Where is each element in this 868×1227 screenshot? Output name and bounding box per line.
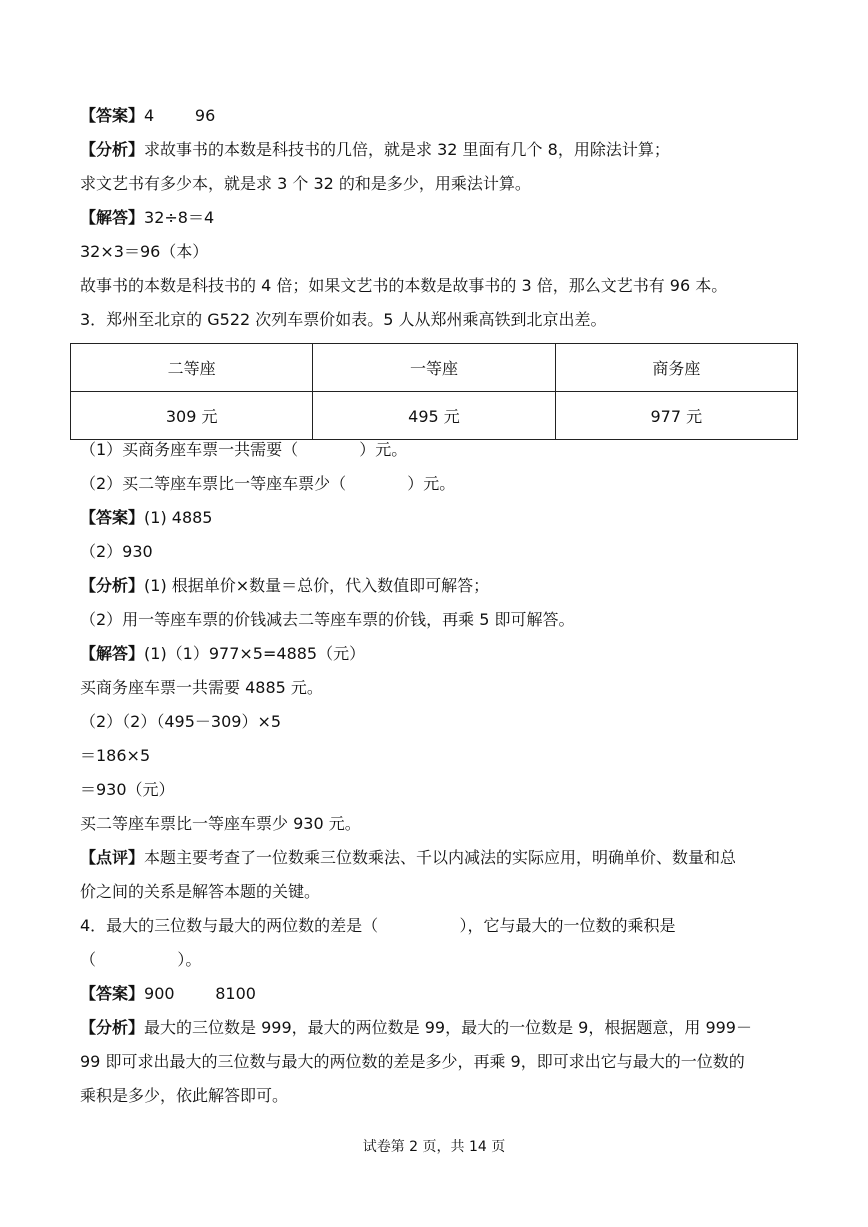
header-cell: 商务座 xyxy=(555,344,797,392)
text-line: （2）930 xyxy=(80,542,153,561)
text-line: ＝930（元） xyxy=(80,780,175,799)
text-line: 99 即可求出最大的三位数与最大的两位数的差是多少，再乘 9，即可求出它与最大的一位数的 xyxy=(80,1052,745,1071)
price-cell: 309 元 xyxy=(71,392,313,440)
text-line: ＝186×5 xyxy=(80,746,151,765)
text-line: （2）买二等座车票比一等座车票少（ ）元。 xyxy=(80,474,456,493)
analysis-line: 【分析】(1) 根据单价×数量＝总价，代入数值即可解答； xyxy=(80,576,490,595)
text-line: （2）（2）（495－309）×5 xyxy=(80,712,282,731)
solution-line: 【解答】(1)（1）977×5=4885（元） xyxy=(80,644,366,663)
text-line: （2）用一等座车票的价钱减去二等座车票的价钱，再乘 5 即可解答。 xyxy=(80,610,575,629)
text-line: 32×3＝96（本） xyxy=(80,242,209,261)
table-row xyxy=(71,392,798,440)
price-cell: 495 元 xyxy=(313,392,555,440)
question-3: 3．郑州至北京的 G522 次列车票价如表。5 人从郑州乘高铁到北京出差。 xyxy=(80,310,607,329)
ticket-price-table xyxy=(70,343,798,440)
text-line: 价之间的关系是解答本题的关键。 xyxy=(80,882,321,901)
answer-line: 【答案】900 8100 xyxy=(80,984,256,1003)
analysis-line: 【分析】最大的三位数是 999，最大的两位数是 99，最大的一位数是 9，根据题意，用 999－ xyxy=(80,1018,752,1037)
text-line: （1）买商务座车票一共需要（ ）元。 xyxy=(80,440,408,459)
header-cell: 一等座 xyxy=(313,344,555,392)
answer-line: 【答案】4 96 xyxy=(80,106,216,125)
analysis-line: 【分析】求故事书的本数是科技书的几倍，就是求 32 里面有几个 8，用除法计算； xyxy=(80,140,670,159)
text-line: 买商务座车票一共需要 4885 元。 xyxy=(80,678,323,697)
table-row xyxy=(71,344,798,392)
text-line: （ ）。 xyxy=(80,950,202,969)
price-cell: 977 元 xyxy=(555,392,797,440)
review-line: 【点评】本题主要考查了一位数乘三位数乘法、千以内减法的实际应用，明确单价、数量和总 xyxy=(80,848,737,867)
question-4: 4．最大的三位数与最大的两位数的差是（ ），它与最大的一位数的乘积是 xyxy=(80,916,676,935)
text-line: 乘积是多少，依此解答即可。 xyxy=(80,1086,289,1105)
answer-line: 【答案】(1) 4885 xyxy=(80,508,213,527)
header-cell: 二等座 xyxy=(71,344,313,392)
page-footer: 试卷第 2 页，共 14 页 xyxy=(362,1139,506,1155)
text-line: 求文艺书有多少本，就是求 3 个 32 的和是多少，用乘法计算。 xyxy=(80,174,531,193)
text-line: 故事书的本数是科技书的 4 倍；如果文艺书的本数是故事书的 3 倍，那么文艺书有 96 本。 xyxy=(80,276,728,295)
text-line: 买二等座车票比一等座车票少 930 元。 xyxy=(80,814,361,833)
solution-line: 【解答】32÷8＝4 xyxy=(80,208,215,227)
